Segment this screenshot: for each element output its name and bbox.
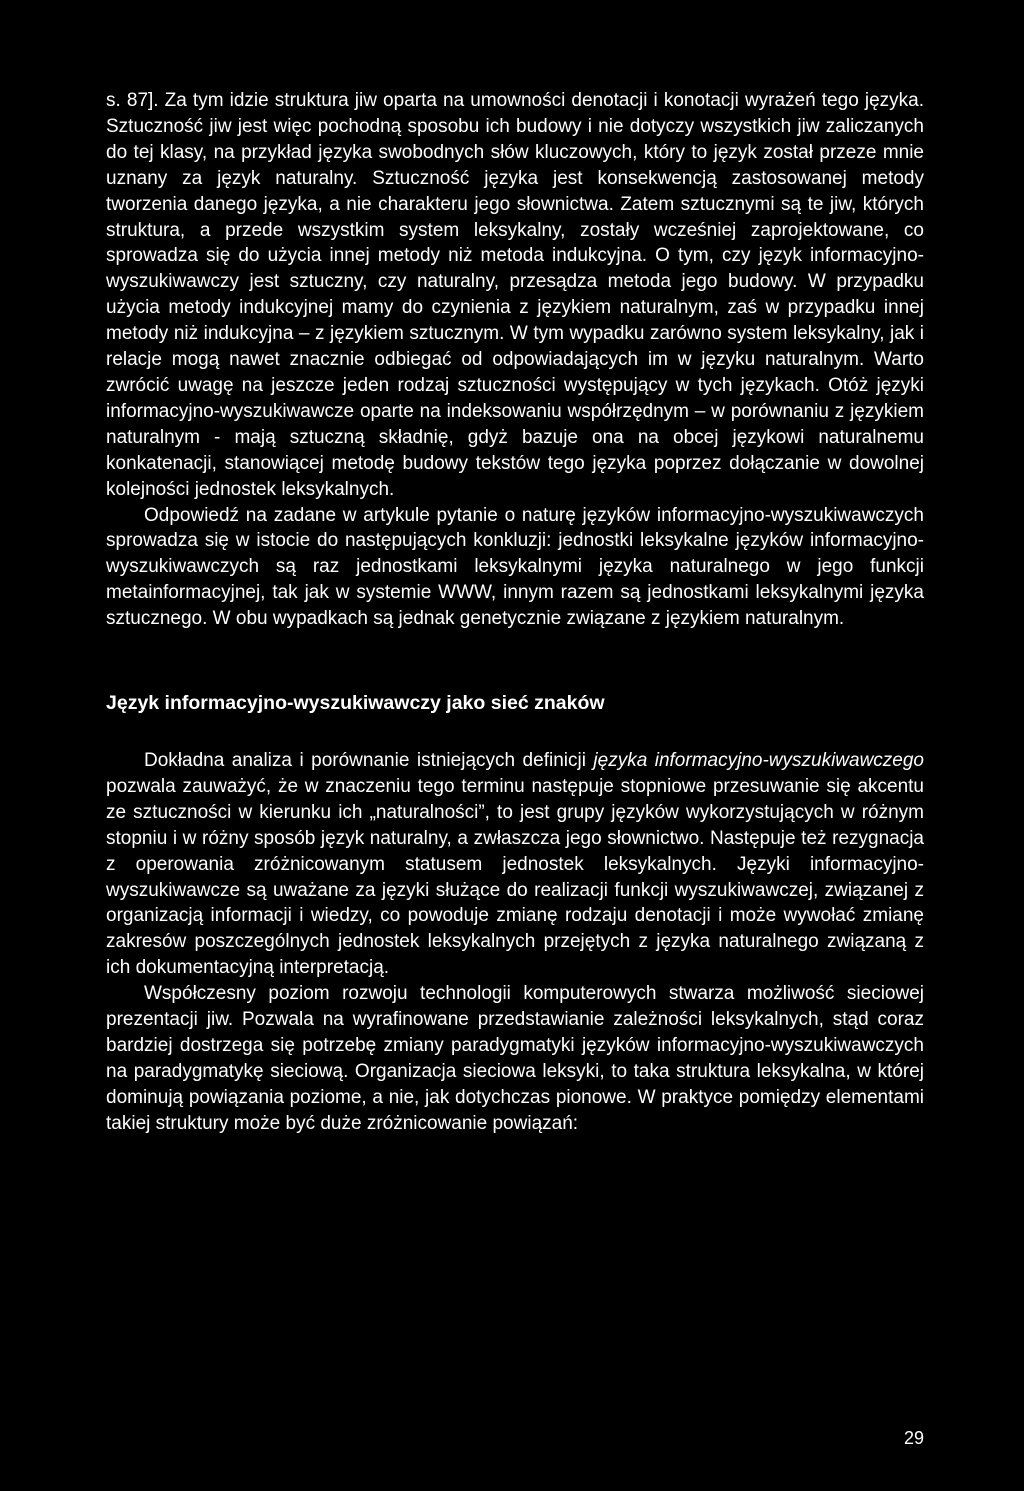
section-heading: Język informacyjno-wyszukiwawczy jako sieć znaków — [106, 692, 605, 715]
page-number: 29 — [903, 1428, 924, 1448]
italic-term: języka informacyjno-wyszukiwawczego — [593, 750, 924, 772]
paragraph: Odpowiedź na zadane w artykule pytanie o naturę języków informacyjno-wyszukiwawczych sprowadza się w istocie do następujących konkluzji: jednostki leksykalne języków informacyjno-wyszukiwawczych są raz jednostkami leksykalnymi języka naturalnego w jego funkcji metainformacyjnej, tak jak w systemie WWW, innym razem są jednostkami leksykalnymi języka sztucznego. W obu wypadkach są jednak genetycznie związane z językiem naturalnym. — [106, 504, 924, 630]
paragraph-text: Dokładna analiza i porównanie istniejących definicji — [144, 750, 594, 772]
page-body — [106, 88, 924, 1137]
paragraph: s. 87]. Za tym idzie struktura jiw oparta na umowności denotacji i konotacji wyrażeń tego języka. Sztuczność jiw jest więc pochodną sposobu ich budowy i nie dotyczy wszystkich jiw zaliczanych do tej klasy, na przykład języka swobodnych słów kluczowych, który to język został przeze mnie uznany za język naturalny. Sztuczność języka jest konsekwencją zastosowanej metody tworzenia danego języka, a nie charakteru jego słownictwa. Zatem sztucznymi są te jiw, których struktura, a przede wszystkim system leksykalny, zostały wcześniej zaprojektowane, co sprowadza się do użycia innej metody niż metoda indukcyjna. O tym, czy język informacyjno-wyszukiwawczy jest sztuczny, czy naturalny, przesądza metoda jego budowy. W przypadku użycia metody indukcyjnej mamy do czynienia z językiem naturalnym, zaś w przypadku innej metody niż indukcyjna – z językiem sztucznym. W tym wypadku zarówno system leksykalny, jak i relacje mogą nawet znacznie odbiegać od odpowiadających im w języku naturalnym. Warto zwrócić uwagę na jeszcze jeden rodzaj sztuczności występujący w tych językach. Otóż języki informacyjno-wyszukiwawcze oparte na indeksowaniu współrzędnym – w porównaniu z językiem naturalnym - mają sztuczną składnię, gdyż bazuje ona na obcej językowi naturalnemu konkatenacji, stanowiącej metodę budowy tekstów tego języka poprzez dołączanie w dowolnej kolejności jednostek leksykalnych. — [106, 90, 924, 500]
paragraph: Współczesny poziom rozwoju technologii komputerowych stwarza możliwość sieciowej prezentacji jiw. Pozwala na wyrafinowane przedstawianie zależności leksykalnych, stąd coraz bardziej dostrzega się potrzebę zmiany paradygmatyki języków informacyjno-wyszukiwawczych na paradygmatykę sieciową. Organizacja sieciowa leksyki, to taka struktura leksykalna, w której dominują powiązania poziome, a nie, jak dotychczas pionowe. W praktyce pomiędzy elementami takiej struktury może być duże zróżnicowanie powiązań: — [106, 983, 924, 1134]
paragraph-text: pozwala zauważyć, że w znaczeniu tego terminu następuje stopniowe przesuwanie się akcentu ze sztuczności w kierunku ich „naturalności”, to jest grupy języków wykorzystujących w różnym stopniu i w różny sposób język naturalny, a zwłaszcza jego słownictwo. Następuje też rezygnacja z operowania zróżnicowanym statusem jednostek leksykalnych. Języki informacyjno-wyszukiwawcze są uważane za języki służące do realizacji funkcji wyszukiwawczej, związanej z organizacją informacji i wiedzy, co powoduje zmianę rodzaju denotacji i może wywołać zmianę zakresów poszczególnych jednostek leksykalnych przejętych z języka naturalnego związaną z ich dokumentacyjną interpretacją. — [106, 775, 924, 979]
paragraph — [106, 748, 924, 981]
